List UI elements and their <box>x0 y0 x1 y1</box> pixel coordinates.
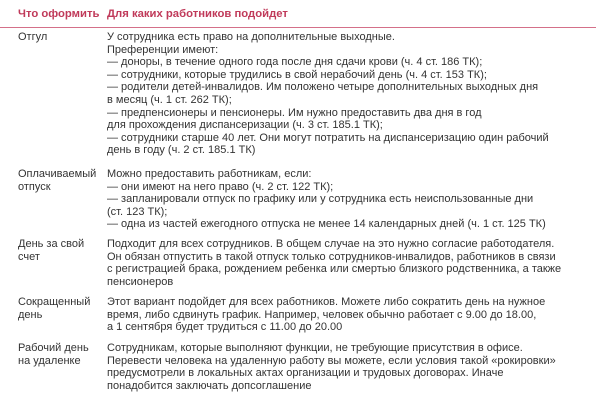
row-line: понадобится заключать допсоглашение <box>107 379 312 392</box>
row-key <box>18 342 103 367</box>
row-line: с регистрацией брака, рождением ребенка или смертью близкого родственника, а также <box>107 263 562 276</box>
row-line: Преференции имеют: <box>107 43 219 56</box>
row-value <box>107 296 597 334</box>
row-line: — сотрудники, которые трудились в свой нерабочий день (ч. 4 ст. 153 ТК); <box>107 68 487 81</box>
row-line: Можно предоставить работникам, если: <box>107 168 312 180</box>
row-line: Перевести человека на удаленную работу вы можете, если условия такой «рокировки» <box>107 354 556 367</box>
row-key <box>18 238 103 263</box>
row-line: — они имеют на него право (ч. 2 ст. 122 ТК); <box>107 180 334 193</box>
row-line: а 1 сентября будет трудиться с 11.00 до 20.00 <box>107 321 343 334</box>
row-line: — одна из частей ежегодного отпуска не менее 14 календарных дней (ч. 1 ст. 125 ТК) <box>107 218 546 231</box>
row-line: время, либо сдвинуть график. Например, человек обычно работает с 9.00 до 18.00, <box>107 308 537 321</box>
row-key-line: день <box>18 308 43 321</box>
header-what-to-issue: Что оформить <box>18 8 100 20</box>
row-value <box>107 342 597 392</box>
row-line: — запланировали отпуск по графику или у сотрудника есть неиспользованные дни <box>107 193 534 206</box>
row-key-line: Оплачиваемый <box>18 168 97 180</box>
row-line: предусмотрели в локальных актах организации и трудовых договорах. Иначе <box>107 367 504 380</box>
row-line: Сотрудникам, которые выполняют функции, не требующие присутствия в офисе. <box>107 342 523 354</box>
row-line: в месяц (ч. 1 ст. 262 ТК); <box>107 93 232 106</box>
table-header <box>0 8 596 28</box>
row-key-line: Сокращенный <box>18 296 91 308</box>
row-value <box>107 168 597 231</box>
row-line: Этот вариант подойдет для всех работников. Можете либо сократить день на нужное <box>107 296 546 308</box>
row-line: день в году (ч. 2 ст. 185.1 ТК) <box>107 144 256 157</box>
row-line: — сотрудники старше 40 лет. Они могут потратить на диспансеризацию один рабочий <box>107 131 549 144</box>
row-value <box>107 31 597 157</box>
row-line: — доноры, в течение одного года после дня сдачи крови (ч. 4 ст. 186 ТК); <box>107 56 483 69</box>
row-key-line: Рабочий день <box>18 342 89 354</box>
row-line: — предпенсионеры и пенсионеры. Им нужно предоставить два дня в год <box>107 106 482 119</box>
row-line: — родители детей-инвалидов. Им положено четыре дополнительных выходных дня <box>107 81 539 94</box>
row-key <box>18 296 103 321</box>
row-value <box>107 238 597 288</box>
row-key-line: День за свой счет <box>18 238 85 263</box>
row-key <box>18 31 103 44</box>
row-line: для прохождения диспансеризации (ч. 3 ст. 185.1 ТК); <box>107 119 383 132</box>
row-line: (ст. 123 ТК); <box>107 205 168 218</box>
row-line: Подходит для всех сотрудников. В общем случае на это нужно согласие работодателя. <box>107 238 555 250</box>
row-key-line: отпуск <box>18 180 51 193</box>
row-line: Он обязан отпустить в такой отпуск только сотрудников-инвалидов, работников в связи <box>107 250 556 263</box>
header-for-which-employees: Для каких работников подойдет <box>107 8 288 20</box>
row-key-line: Отгул <box>18 31 48 43</box>
row-key <box>18 168 103 193</box>
row-line: пенсионеров <box>107 275 174 288</box>
row-line: У сотрудника есть право на дополнительные выходные. <box>107 31 395 43</box>
row-key-line: на удаленке <box>18 354 81 367</box>
